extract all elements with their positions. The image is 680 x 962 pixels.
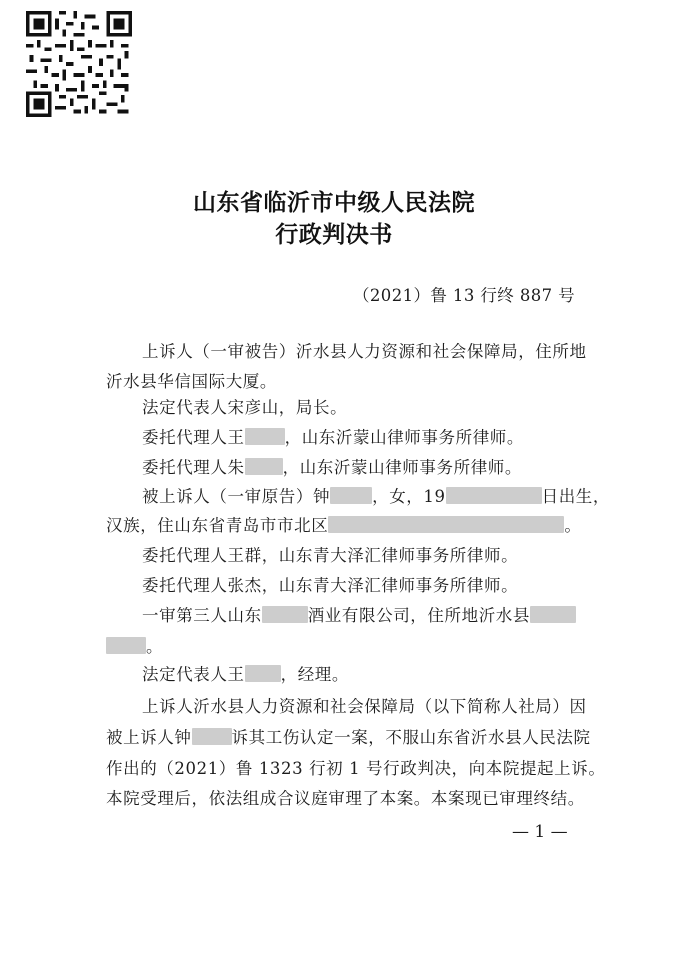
document-type: 行政判决书 [275, 221, 393, 248]
redaction-box [446, 487, 542, 504]
redaction-box [245, 665, 281, 682]
case-number: （2021）鲁 13 行终 887 号 [353, 286, 576, 305]
redaction-box [106, 637, 146, 654]
body-line-15: 作出的（2021）鲁 1323 行初 1 号行政判决，向本院提起上诉。 [106, 759, 606, 778]
appellee-birth: 日出生， [541, 487, 611, 506]
body-line-9: 委托代理人张杰，山东青大泽汇律师事务所律师。 [142, 576, 519, 595]
third-party-label: 一审第三人山东 [142, 606, 262, 625]
body-line-2: 沂水县华信国际大厦。 [106, 372, 277, 391]
agent-label: 委托代理人王 [142, 428, 245, 447]
period: 。 [564, 516, 582, 535]
court-name: 山东省临沂市中级人民法院 [193, 189, 475, 216]
body-line-5 [142, 457, 522, 479]
body-line-8: 委托代理人王群，山东青大泽汇律师事务所律师。 [142, 546, 519, 565]
legal-rep-label: 法定代表人王 [142, 665, 245, 684]
body-line-7 [106, 515, 581, 537]
redaction-box [245, 428, 285, 445]
case-desc: 诉其工伤认定一案，不服山东省沂水县人民法院 [231, 728, 591, 747]
redaction-box [245, 458, 283, 475]
redaction-box [192, 728, 232, 745]
body-line-6 [142, 486, 610, 508]
third-party-desc: 酒业有限公司，住所地沂水县 [307, 606, 531, 625]
qr-code-icon [26, 10, 132, 118]
appellee-ref: 被上诉人钟 [106, 728, 192, 747]
agent-firm: ，山东沂蒙山律师事务所律师。 [282, 458, 523, 477]
redaction-box [330, 487, 372, 504]
agent-label: 委托代理人朱 [142, 458, 245, 477]
body-line-16: 本院受理后，依法组成合议庭审理了本案。本案现已审理终结。 [106, 789, 585, 808]
body-line-11 [106, 636, 163, 658]
page-number: — 1 — [512, 822, 568, 842]
legal-rep-title: ，经理。 [280, 665, 350, 684]
body-line-12 [142, 664, 349, 686]
body-line-1: 上诉人（一审被告）沂水县人力资源和社会保障局，住所地 [142, 342, 587, 361]
appellee-gender: ，女，19 [372, 487, 446, 506]
appellee-label: 被上诉人（一审原告）钟 [142, 487, 331, 506]
appellee-address: 汉族，住山东省青岛市市北区 [106, 516, 329, 535]
body-line-10 [142, 605, 576, 627]
period: 。 [146, 637, 164, 656]
body-line-14 [106, 727, 591, 749]
body-line-4 [142, 427, 524, 449]
redaction-box [328, 516, 564, 533]
body-line-13: 上诉人沂水县人力资源和社会保障局（以下简称人社局）因 [142, 697, 587, 716]
body-line-3: 法定代表人宋彦山，局长。 [142, 398, 348, 417]
redaction-box [530, 606, 576, 623]
agent-firm: ，山东沂蒙山律师事务所律师。 [284, 428, 525, 447]
redaction-box [262, 606, 308, 623]
